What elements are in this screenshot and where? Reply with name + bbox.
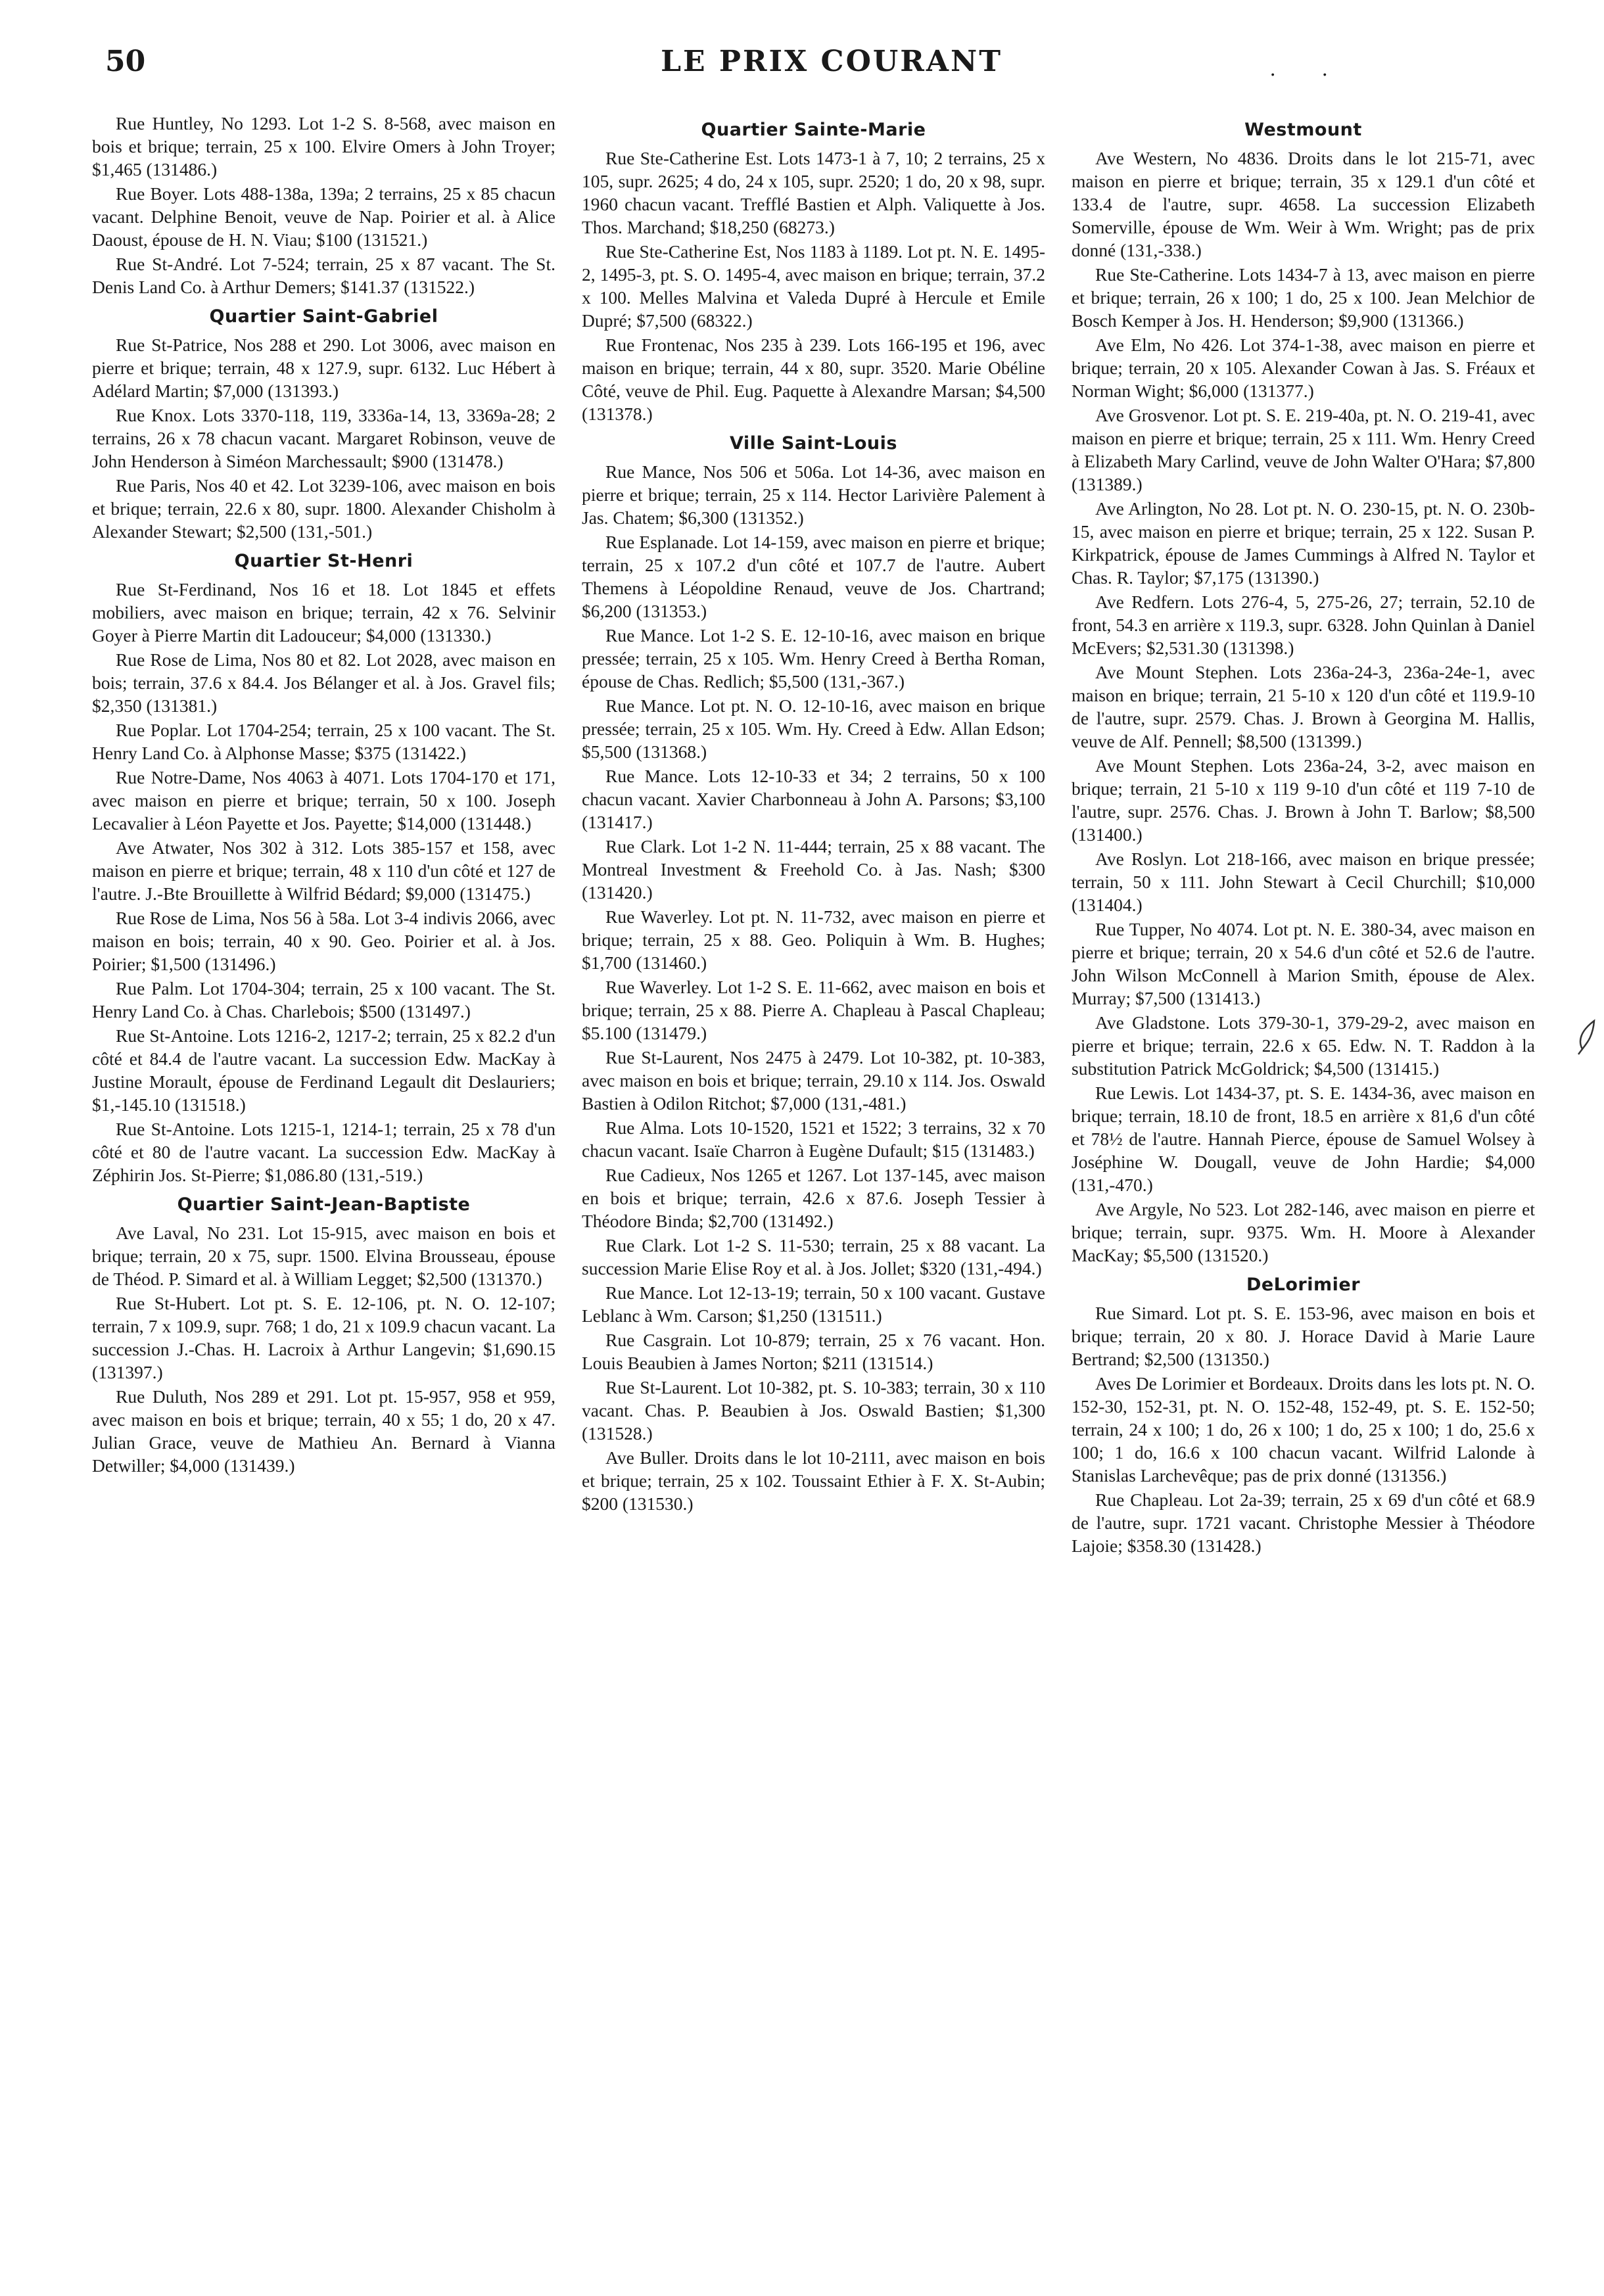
property-transaction-entry: Rue Waverley. Lot 1-2 S. E. 11-662, avec maison en bois et brique; terrain, 25 x 88. Pierre A. Chapleau à Pascal Chapleau; $5.100 (131479.) <box>582 977 1045 1043</box>
property-transaction-entry: Rue Mance. Lots 12-10-33 et 34; 2 terrains, 50 x 100 chacun vacant. Xavier Charbonneau à John A. Parsons; $3,100 (131417.) <box>582 766 1045 832</box>
section-heading: Westmount <box>1244 120 1362 140</box>
property-transaction-entry: Rue Notre-Dame, Nos 4063 à 4071. Lots 1704-170 et 171, avec maison en pierre et brique; terrain, 50 x 100. Joseph Lecavalier à Léon Payette et Jos. Payette; $14,000 (131448.) <box>92 767 555 833</box>
property-transaction-entry: Rue Lewis. Lot 1434-37, pt. S. E. 1434-36, avec maison en brique; terrain, 18.10 de front, 18.5 en arrière x 81,6 d'un côté et 78½ de l'autre. Hannah Pierce, épouse de Samuel Wolsey à Joséphine W. Dougall, veuve de John Hardie; $4,000 (131,-470.) <box>1072 1083 1535 1195</box>
pen-mark-icon <box>1574 1018 1601 1057</box>
property-transaction-entry: Rue St-Laurent. Lot 10-382, pt. S. 10-383; terrain, 30 x 110 vacant. Chas. P. Beaubien à Jos. Oswald Bastien; $1,300 (131528.) <box>582 1377 1045 1443</box>
property-transaction-entry: Rue Mance, Nos 506 et 506a. Lot 14-36, avec maison en pierre et brique; terrain, 25 x 114. Hector Larivière Palement à Jas. Chatem; $6,300 (131352.) <box>582 461 1045 528</box>
property-transaction-entry: Ave Grosvenor. Lot pt. S. E. 219-40a, pt. N. O. 219-41, avec maison en pierre et brique; terrain, 25 x 111. Wm. Henry Creed à Elizabeth Mary Carlind, veuve de John Walter O'Hara; $7,800 (131389.) <box>1072 405 1535 494</box>
section-heading: Quartier St-Henri <box>234 551 413 571</box>
property-transaction-entry: Rue Ste-Catherine Est, Nos 1183 à 1189. Lot pt. N. E. 1495-2, 1495-3, pt. S. O. 1495-4, avec maison en brique; terrain, 37.2 x 100. Melles Malvina et Valeda Dupré à Hercule et Emile Dupré; $7,500 (68322.) <box>582 241 1045 331</box>
property-transaction-entry: Aves De Lorimier et Bordeaux. Droits dans les lots pt. N. O. 152-30, 152-31, pt. N. O. 152-48, 152-49, pt. S. E. 152-50; terrain, 24 x 100; 1 do, 26 x 100; 1 do, 25 x 100; 1 do, 25.6 x 100; 1 do, 16.6 x 100 chacun vacant. Wilfrid Lalonde à Stanislas Larchevêque; pas de prix donné (131356.) <box>1072 1373 1535 1486</box>
property-transaction-entry: Ave Redfern. Lots 276-4, 5, 275-26, 27; terrain, 52.10 de front, 54.3 en arrière x 119.3, supr. 6328. John Quinlan à Daniel McEvers; $2,531.30 (131398.) <box>1072 592 1535 658</box>
property-transaction-entry: Rue Chapleau. Lot 2a-39; terrain, 25 x 69 d'un côté et 68.9 de l'autre, supr. 1721 vacant. Christophe Messier à Théodore Lajoie; $358.30 (131428.) <box>1072 1489 1535 1556</box>
column-3 <box>1072 112 1535 1558</box>
property-transaction-entry: Rue St-Hubert. Lot pt. S. E. 12-106, pt. N. O. 12-107; terrain, 7 x 109.9, supr. 768; 1 do, 21 x 109.9 chacun vacant. La succession J.-Chas. H. Lacroix à Arthur Langevin; $1,690.15 (131397.) <box>92 1293 555 1382</box>
property-transaction-entry: Rue Knox. Lots 3370-118, 119, 3336a-14, 13, 3369a-28; 2 terrains, 26 x 78 chacun vacant. Margaret Robinson, veuve de John Henderson à Siméon Marchessault; $900 (131478.) <box>92 405 555 471</box>
property-transaction-entry: Ave Elm, No 426. Lot 374-1-38, avec maison en pierre et brique; terrain, 20 x 105. Alexander Cowan à Jas. S. Fréaux et Norman Wight; $6,000 (131377.) <box>1072 335 1535 401</box>
property-transaction-entry: Ave Arlington, No 28. Lot pt. N. O. 230-15, pt. N. O. 230b-15, avec maison en pierre et brique; terrain, 25 x 122. Susan P. Kirkpatrick, épouse de James Cummings à Alfred N. Taylor et Chas. R. Taylor; $7,175 (131390.) <box>1072 498 1535 588</box>
property-transaction-entry: Ave Western, No 4836. Droits dans le lot 215-71, avec maison en pierre et brique; terrain, 35 x 129.1 d'un côté et 133.4 de l'autre, supr. 4658. La succession Elizabeth Somerville, épouse de Wm. Weir à Wm. Wright; pas de prix donné (131,-338.) <box>1072 148 1535 260</box>
property-transaction-entry: Ave Atwater, Nos 302 à 312. Lots 385-157 et 158, avec maison en pierre et brique; terrain, 48 x 110 d'un côté et 127 de l'autre. J.-Bte Brouillette à Wilfrid Bédard; $9,000 (131475.) <box>92 837 555 904</box>
property-transaction-entry: Rue Esplanade. Lot 14-159, avec maison en pierre et brique; terrain, 25 x 107.2 d'un côté et 107.7 de l'autre. Aubert Themens à Léopoldine Renaud, veuve de Jos. Chartrand; $6,200 (131353.) <box>582 532 1045 621</box>
column-2 <box>582 112 1045 1516</box>
header-dots: . . <box>1269 58 1348 81</box>
section-heading: Quartier Saint-Jean-Baptiste <box>177 1194 471 1215</box>
property-transaction-entry: Rue St-Antoine. Lots 1215-1, 1214-1; terrain, 25 x 78 d'un côté et 80 de l'autre vacant. La succession Edw. MacKay à Zéphirin Jos. St-Pierre; $1,086.80 (131,-519.) <box>92 1119 555 1185</box>
property-transaction-entry: Rue Mance. Lot 1-2 S. E. 12-10-16, avec maison en brique pressée; terrain, 25 x 105. Wm. Henry Creed à Bertha Roman, épouse de Chas. Redlich; $5,500 (131,-367.) <box>582 625 1045 691</box>
property-transaction-entry: Rue Ste-Catherine. Lots 1434-7 à 13, avec maison en pierre et brique; terrain, 26 x 100; 1 do, 25 x 100. Jean Melchior de Bosch Kemper à Jos. H. Henderson; $9,900 (131366.) <box>1072 264 1535 331</box>
section-heading: Quartier Sainte-Marie <box>701 120 926 140</box>
property-transaction-entry: Rue Cadieux, Nos 1265 et 1267. Lot 137-145, avec maison en bois et brique; terrain, 42.6 x 87.6. Joseph Tessier à Théodore Binda; $2,700 (131492.) <box>582 1165 1045 1231</box>
property-transaction-entry: Rue Rose de Lima, Nos 56 à 58a. Lot 3-4 indivis 2066, avec maison en bois; terrain, 40 x 90. Geo. Poirier et al. à Jos. Poirier; $1,500 (131496.) <box>92 908 555 974</box>
property-transaction-entry: Rue Tupper, No 4074. Lot pt. N. E. 380-34, avec maison en pierre et brique; terrain, 20 x 54.6 d'un côté et 52.6 de l'autre. John Wilson McConnell à Marion Smith, épouse de Alex. Murray; $7,500 (131413.) <box>1072 919 1535 1008</box>
section-heading: Ville Saint-Louis <box>730 433 897 454</box>
property-transaction-entry: Rue St-Patrice, Nos 288 et 290. Lot 3006, avec maison en pierre et brique; terrain, 48 x 127.9, supr. 6132. Luc Hébert à Adélard Martin; $7,000 (131393.) <box>92 335 555 401</box>
property-transaction-entry: Rue Casgrain. Lot 10-879; terrain, 25 x 76 vacant. Hon. Louis Beaubien à James Norton; $211 (131514.) <box>582 1330 1045 1373</box>
section-heading: DeLorimier <box>1246 1275 1361 1295</box>
property-transaction-entry: Rue Simard. Lot pt. S. E. 153-96, avec maison en bois et brique; terrain, 20 x 80. J. Horace David à Marie Laure Bertrand; $2,500 (131350.) <box>1072 1303 1535 1369</box>
property-transaction-entry: Rue Boyer. Lots 488-138a, 139a; 2 terrains, 25 x 85 chacun vacant. Delphine Benoit, veuve de Nap. Poirier et al. à Alice Daoust, épouse de H. N. Viau; $100 (131521.) <box>92 183 555 250</box>
property-transaction-entry: Rue Clark. Lot 1-2 N. 11-444; terrain, 25 x 88 vacant. The Montreal Investment & Freehold Co. à Jas. Nash; $300 (131420.) <box>582 836 1045 902</box>
property-transaction-entry: Ave Roslyn. Lot 218-166, avec maison en brique pressée; terrain, 50 x 111. John Stewart à Cecil Churchill; $10,000 (131404.) <box>1072 849 1535 915</box>
property-transaction-entry: Rue Waverley. Lot pt. N. 11-732, avec maison en pierre et brique; terrain, 25 x 88. Geo. Poliquin à Wm. B. Hughes; $1,700 (131460.) <box>582 906 1045 973</box>
property-transaction-entry: Ave Gladstone. Lots 379-30-1, 379-29-2, avec maison en pierre et brique; terrain, 22.6 x 65. Edw. N. T. Raddon à la substitution Patrick McGoldrick; $4,500 (131415.) <box>1072 1012 1535 1079</box>
property-transaction-entry: Rue Rose de Lima, Nos 80 et 82. Lot 2028, avec maison en bois; terrain, 37.6 x 84.4. Jos Bélanger et al. à Jos. Gravel fils; $2,350 (131381.) <box>92 649 555 716</box>
property-transaction-entry: Rue St-Antoine. Lots 1216-2, 1217-2; terrain, 25 x 82.2 d'un côté et 84.4 de l'autre vacant. La succession Edw. MacKay à Justine Morault, épouse de Ferdinand Legault dit Deslauriers; $1,-145.10 (131518.) <box>92 1025 555 1115</box>
property-transaction-entry: Ave Argyle, No 523. Lot 282-146, avec maison en pierre et brique; terrain, supr. 9375. Wm. H. Moore à Alexander MacKay; $5,500 (131520.) <box>1072 1199 1535 1265</box>
property-transaction-entry: Ave Mount Stephen. Lots 236a-24-3, 236a-24e-1, avec maison en brique; terrain, 21 5-10 x 120 d'un côté et 119.9-10 de l'autre, supr. 2579. Chas. J. Brown à Georgina M. Hallis, veuve de Alf. Pennell; $8,500 (131399.) <box>1072 662 1535 751</box>
property-transaction-entry: Rue St-André. Lot 7-524; terrain, 25 x 87 vacant. The St. Denis Land Co. à Arthur Demers; $141.37 (131522.) <box>92 254 555 297</box>
property-transaction-entry: Rue Palm. Lot 1704-304; terrain, 25 x 100 vacant. The St. Henry Land Co. à Chas. Charlebois; $500 (131497.) <box>92 978 555 1021</box>
property-transaction-entry: Rue Poplar. Lot 1704-254; terrain, 25 x 100 vacant. The St. Henry Land Co. à Alphonse Masse; $375 (131422.) <box>92 720 555 763</box>
property-transaction-entry: Rue Duluth, Nos 289 et 291. Lot pt. 15-957, 958 et 959, avec maison en bois et brique; terrain, 40 x 55; 1 do, 20 x 47. Julian Grace, veuve de Mathieu An. Bernard à Vianna Detwiller; $4,000 (131439.) <box>92 1386 555 1476</box>
property-transaction-entry: Rue Mance. Lot 12-13-19; terrain, 50 x 100 vacant. Gustave Leblanc à Wm. Carson; $1,250 (131511.) <box>582 1282 1045 1326</box>
property-transaction-entry: Rue Frontenac, Nos 235 à 239. Lots 166-195 et 196, avec maison en brique; terrain, 44 x 80, supr. 3520. Marie Obéline Côté, veuve de Phil. Eug. Paquette à Alexandre Marsan; $4,500 (131378.) <box>582 335 1045 424</box>
page-header <box>99 45 1565 91</box>
property-transaction-entry: Rue Alma. Lots 10-1520, 1521 et 1522; 3 terrains, 32 x 70 chacun vacant. Isaïe Charron à Eugène Dufault; $15 (131483.) <box>582 1117 1045 1161</box>
journal-title: LE PRIX COURANT <box>661 45 1003 78</box>
property-transaction-entry: Rue Paris, Nos 40 et 42. Lot 3239-106, avec maison en bois et brique; terrain, 22.6 x 80, supr. 1800. Alexander Chisholm à Alexander Stewart; $2,500 (131,-501.) <box>92 475 555 542</box>
property-transaction-entry: Rue Ste-Catherine Est. Lots 1473-1 à 7, 10; 2 terrains, 25 x 105, supr. 2625; 4 do, 24 x 105, supr. 2520; 1 do, 20 x 98, supr. 1960 chacun vacant. Trefflé Bastien et Alph. Valiquette à Jos. Thos. Marchand; $18,250 (68273.) <box>582 148 1045 237</box>
page-number: 50 <box>105 45 146 78</box>
property-transaction-entry: Ave Laval, No 231. Lot 15-915, avec maison en bois et brique; terrain, 20 x 75, supr. 1500. Elvina Brousseau, épouse de Théod. P. Simard et al. à William Legget; $2,500 (131370.) <box>92 1223 555 1289</box>
property-transaction-entry: Rue Clark. Lot 1-2 S. 11-530; terrain, 25 x 88 vacant. La succession Marie Elise Roy et al. à Jos. Jollet; $320 (131,-494.) <box>582 1235 1045 1278</box>
property-transaction-entry: Rue Mance. Lot pt. N. O. 12-10-16, avec maison en brique pressée; terrain, 25 x 105. Wm. Hy. Creed à Edw. Allan Edson; $5,500 (131368.) <box>582 695 1045 762</box>
property-transaction-entry: Ave Mount Stephen. Lots 236a-24, 3-2, avec maison en brique; terrain, 21 5-10 x 119 9-10 d'un côté et 119 7-10 de l'autre, supr. 2576. Chas. J. Brown à John T. Barlow; $8,500 (131400.) <box>1072 755 1535 845</box>
property-transaction-entry: Ave Buller. Droits dans le lot 10-2111, avec maison en bois et brique; terrain, 25 x 102. Toussaint Ethier à F. X. St-Aubin; $200 (131530.) <box>582 1447 1045 1514</box>
section-heading: Quartier Saint-Gabriel <box>209 306 438 327</box>
column-1 <box>92 112 555 1478</box>
property-transaction-entry: Rue St-Ferdinand, Nos 16 et 18. Lot 1845 et effets mobiliers, avec maison en brique; terrain, 42 x 76. Selvinir Goyer à Pierre Martin dit Ladouceur; $4,000 (131330.) <box>92 579 555 645</box>
property-transaction-entry: Rue Huntley, No 1293. Lot 1-2 S. 8-568, avec maison en bois et brique; terrain, 25 x 100. Elvire Omers à John Troyer; $1,465 (131486.) <box>92 113 555 179</box>
property-transaction-entry: Rue St-Laurent, Nos 2475 à 2479. Lot 10-382, pt. 10-383, avec maison en bois et brique; terrain, 29.10 x 114. Jos. Oswald Bastien à Odilon Ritchot; $7,000 (131,-481.) <box>582 1047 1045 1113</box>
